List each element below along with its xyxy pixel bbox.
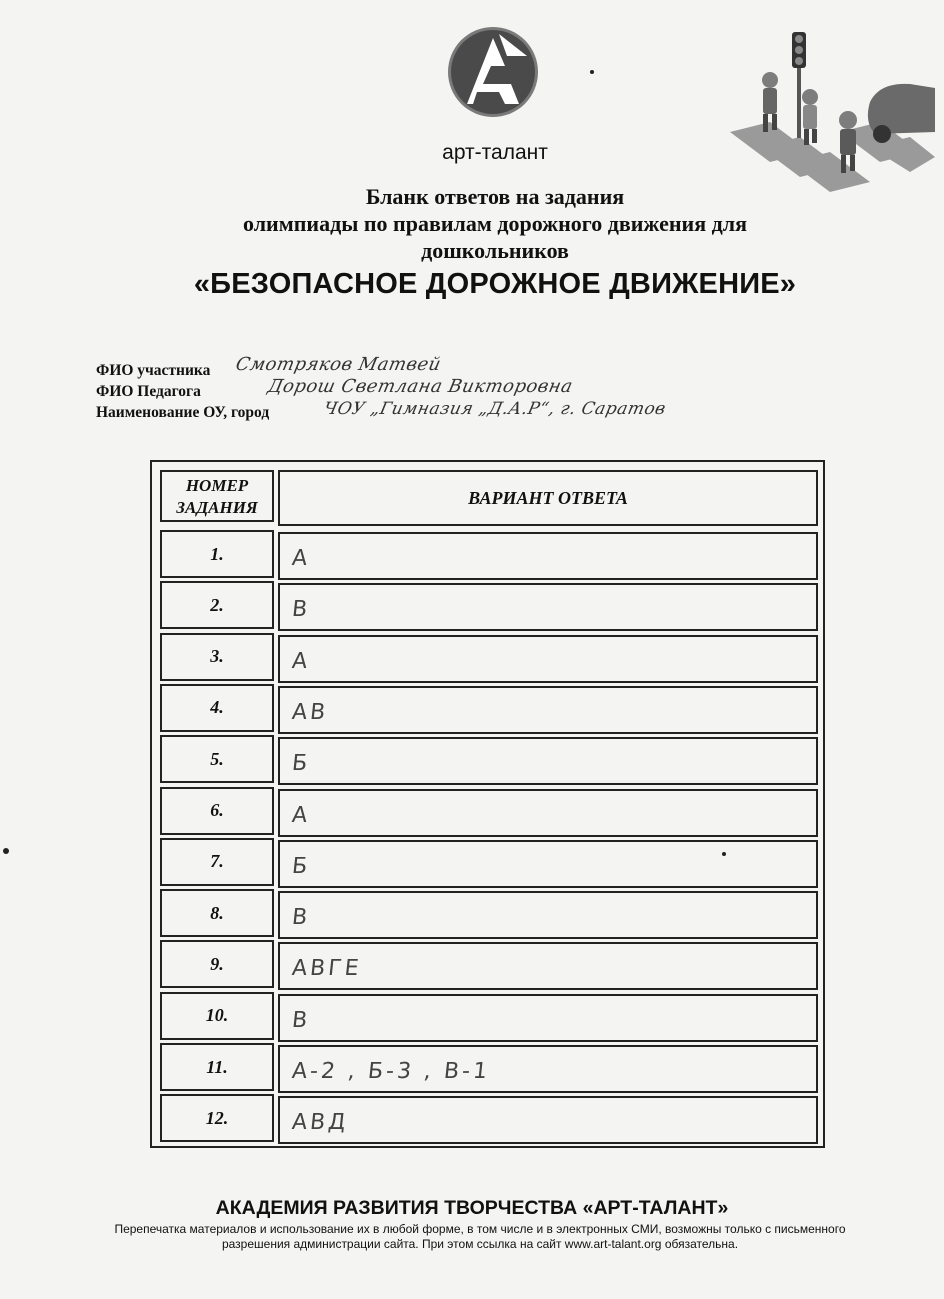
task-number: 8. [210, 902, 224, 923]
task-number: 11. [206, 1056, 228, 1077]
table-row [160, 889, 818, 937]
table-row [160, 940, 818, 988]
answer-text: АВ [290, 699, 330, 725]
brand-name: арт-талант [442, 141, 548, 164]
answer-cell[interactable] [278, 789, 818, 837]
answer-text: В [290, 597, 312, 623]
task-number-cell [160, 838, 274, 886]
footer-title: АКАДЕМИЯ РАЗВИТИЯ ТВОРЧЕСТВА «АРТ-ТАЛАНТ» [215, 1197, 729, 1219]
task-number: 9. [210, 953, 224, 974]
task-number-cell [160, 940, 274, 988]
participant-value[interactable]: Смотряков Матвей [233, 354, 444, 375]
table-row [160, 838, 818, 886]
task-number: 4. [210, 697, 224, 718]
org-value[interactable]: ЧОУ „Гимназия „Д.А.Р“, г. Саратов [321, 399, 668, 419]
task-number: 12. [205, 1107, 229, 1128]
answer-cell[interactable] [278, 737, 818, 785]
scan-speck [3, 848, 9, 854]
answer-text: В [290, 1007, 312, 1033]
task-number-cell [160, 581, 274, 629]
scan-speck [722, 852, 726, 856]
answer-text: Б [290, 751, 312, 777]
answer-text: А [290, 802, 312, 828]
table-row [160, 787, 818, 835]
title-line-3: дошкольников [421, 238, 569, 263]
answer-cell[interactable] [278, 891, 818, 939]
task-number: 1. [210, 543, 224, 564]
table-row [160, 633, 818, 681]
table-row [160, 530, 818, 578]
task-number-cell [160, 530, 274, 578]
table-row [160, 581, 818, 629]
column-header-answer: ВАРИАНТ ОТВЕТА [278, 470, 818, 526]
answer-text: АВД [290, 1110, 350, 1136]
title-block [150, 183, 840, 301]
answer-cell[interactable] [278, 942, 818, 990]
answer-cell[interactable] [278, 840, 818, 888]
art-talant-logo-icon [447, 26, 539, 118]
answer-cell[interactable] [278, 1045, 818, 1093]
answer-cell[interactable] [278, 994, 818, 1042]
footer-note: Перепечатка материалов и использование их в любой форме, в том числе и в электронных СМИ, возможны только с письменного разрешения администрации сайта. При этом ссылка на сайт www.art-talant.org обязательна. [114, 1222, 846, 1251]
answer-text: Б [290, 853, 312, 879]
task-number-cell [160, 633, 274, 681]
task-number: 7. [210, 851, 224, 872]
answer-text: А [290, 546, 312, 571]
answer-text: А-2 , Б-3 , В-1 [290, 1059, 492, 1084]
org-label: Наименование ОУ, город [96, 404, 270, 421]
title-line-1: Бланк ответов на задания [365, 184, 625, 209]
participant-label: ФИО участника [96, 362, 211, 379]
table-row [160, 735, 818, 783]
title-line-2: олимпиады по правилам дорожного движения для [243, 211, 747, 236]
answer-text: А [290, 648, 312, 674]
answer-cell[interactable] [278, 583, 818, 631]
table-row [160, 1094, 818, 1142]
task-number: 5. [210, 748, 224, 769]
answer-text: АВГЕ [290, 956, 363, 982]
task-number-cell [160, 992, 274, 1040]
teacher-label: ФИО Педагога [96, 383, 201, 400]
crosswalk-children-illustration-icon [730, 22, 935, 197]
table-row [160, 1043, 818, 1091]
task-number: 3. [210, 646, 224, 667]
task-number-cell [160, 684, 274, 732]
answer-cell[interactable] [278, 532, 818, 580]
teacher-row [96, 376, 856, 400]
column-header-number-text: НОМЕР ЗАДАНИЯ [176, 476, 258, 517]
task-number: 2. [210, 594, 224, 615]
participant-fields [96, 354, 856, 421]
task-number: 6. [210, 800, 224, 820]
teacher-value[interactable]: Дорош Светлана Викторовна [265, 376, 575, 397]
task-number-cell [160, 735, 274, 783]
table-row [160, 992, 818, 1040]
table-row [160, 684, 818, 732]
org-row [96, 400, 856, 421]
task-number: 10. [205, 1005, 229, 1026]
task-number-cell [160, 787, 274, 835]
answer-cell[interactable] [278, 1096, 818, 1144]
task-number-cell [160, 1094, 274, 1142]
answer-cell[interactable] [278, 686, 818, 734]
column-header-number [160, 470, 274, 522]
task-number-cell [160, 1043, 274, 1091]
answer-text: В [290, 905, 312, 931]
answer-cell[interactable] [278, 635, 818, 683]
main-title: «БЕЗОПАСНОЕ ДОРОЖНОЕ ДВИЖЕНИЕ» [193, 268, 797, 300]
task-number-cell [160, 889, 274, 937]
scan-speck [590, 70, 594, 74]
